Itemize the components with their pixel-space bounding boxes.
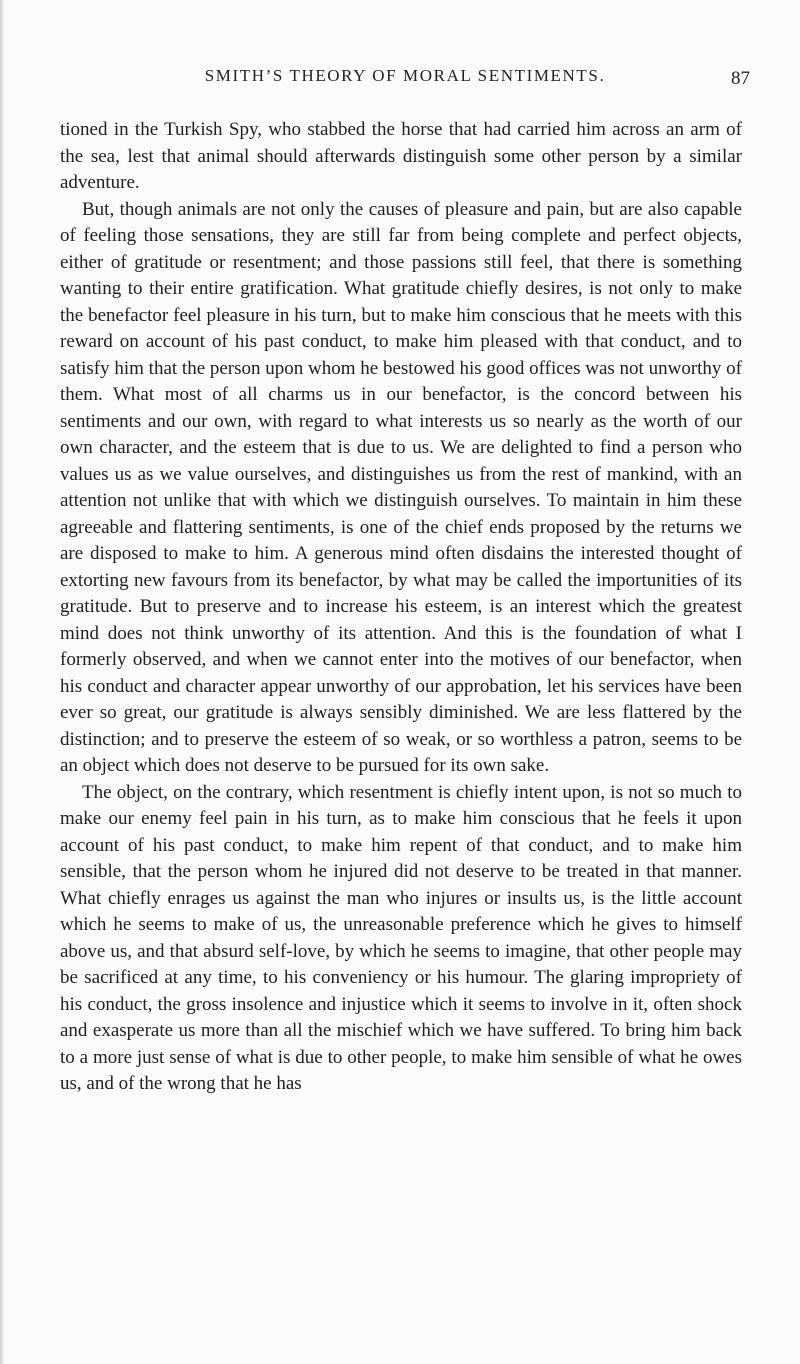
paragraph-gratitude: But, though animals are not only the causes of pleasure and pain, but are also capable of feeling those sensations, they are still far from being complete and perfect objects, either of gratitude or resentment; and those passions still feel, that there is something wanting to their entire gratification. What gratitude chiefly desires, is not only to make the benefactor feel pleasure in his turn, but to make him conscious that he meets with this reward on account of his past conduct, to make him pleased with that conduct, and to satisfy him that the person upon whom he bestowed his good offices was not unworthy of them. What most of all charms us in our benefactor, is the concord between his sentiments and our own, with regard to what interests us so nearly as the worth of our own character, and the esteem that is due to us. We are delighted to find a person who values us as we value ourselves, and distinguishes us from the rest of mankind, with an attention not unlike that with which we distinguish ourselves. To maintain in him these agreeable and flattering sentiments, is one of the chief ends proposed by the returns we are disposed to make to him. A generous mind often disdains the interested thought of extorting new favours from its benefactor, by what may be called the importunities of its gratitude. But to preserve and to increase his esteem, is an interest which the greatest mind does not think unworthy of its attention. And this is the foundation of what I formerly observed, and when we cannot enter into the motives of our benefactor, when his conduct and character appear unworthy of our approbation, let his services have been ever so great, our gratitude is always sensibly diminished. We are less flattered by the distinction; and to preserve the esteem of so weak, or so worthless a patron, seems to be an object which does not deserve to be pursued for its own sake. (60, 198, 742, 776)
body-text (60, 117, 742, 1098)
page-binding-shadow (0, 0, 4, 1364)
running-title: SMITH’S THEORY OF MORAL SENTIMENTS. (204, 66, 606, 85)
page-number: 87 (731, 68, 750, 89)
paragraph-continued: tioned in the Turkish Spy, who stabbed the horse that had carried him across an arm of the sea, lest that animal should afterwards distinguish some other person by a similar adventure. (60, 119, 742, 193)
running-head (60, 66, 750, 96)
paragraph-resentment: The object, on the contrary, which resentment is chiefly intent upon, is not so much to make our enemy feel pain in his turn, as to make him conscious that he feels it upon account of his past conduct, to make him repent of that conduct, and to make him sensible, that the person whom he injured did not deserve to be treated in that manner. What chiefly enrages us against the man who injures or insults us, is the little account which he seems to make of us, the unreasonable preference which he gives to himself above us, and that absurd self-love, by which he seems to imagine, that other people may be sacrificed at any time, to his conveniency or his humour. The glaring impropriety of his conduct, the gross insolence and injustice which it seems to involve in it, often shock and exasperate us more than all the mischief which we have suffered. To bring him back to a more just sense of what is due to other people, to make him sensible of what he owes us, and of the wrong that he has (60, 781, 742, 1094)
